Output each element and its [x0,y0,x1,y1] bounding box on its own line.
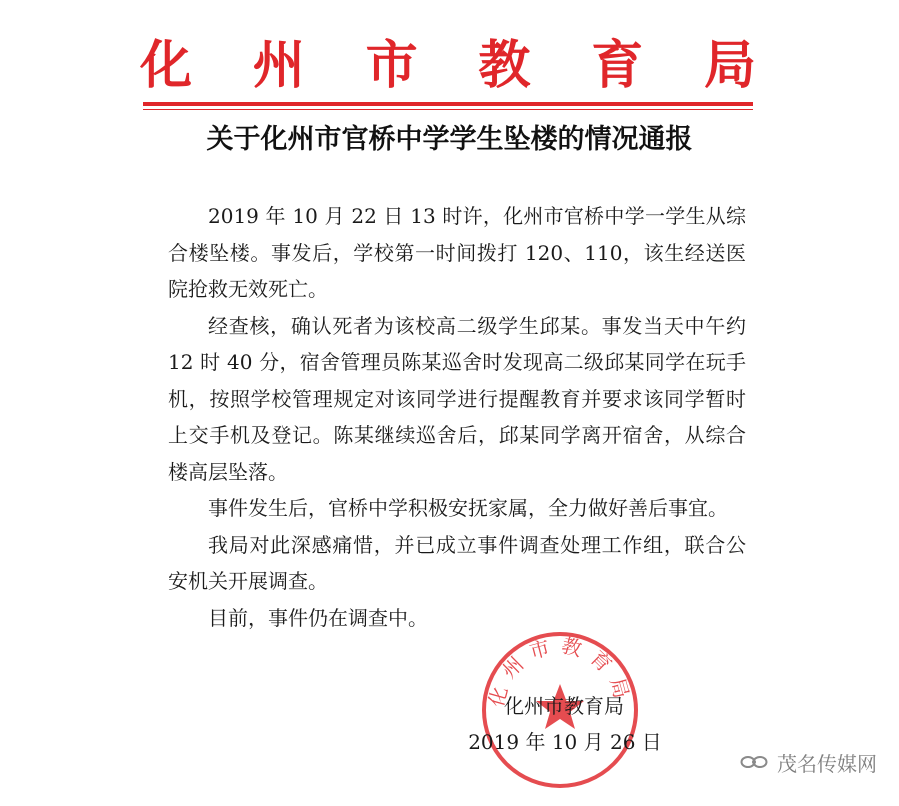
masthead-title [140,36,756,96]
seal-text: 化州市教育局 [483,632,637,710]
watermark-text: 茂名传媒网 [777,751,877,776]
masthead-char: 局 [703,36,756,96]
body-paragraph: 经查核，确认死者为该校高二级学生邱某。事发当天中午约 12 时 40 分，宿舍管理员陈某巡舍时发现高二级邱某同学在玩手机，按照学校管理规定对该同学进行提醒教育并要求该同学暂时上交手机及登记。陈某继续巡舍后，邱某同学离开宿舍，从综合楼高层坠落。 [168,313,746,484]
masthead-char: 州 [252,36,305,96]
watermark [739,746,877,778]
body-paragraph: 目前，事件仍在调查中。 [208,605,428,630]
masthead-char: 化 [140,36,193,96]
signature-date: 2019 年 10 月 26 日 [468,730,662,754]
wechat-channel-icon [739,749,769,775]
signature-org: 化州市教育局 [504,694,624,718]
document-title: 关于化州市官桥中学学生坠楼的情况通报 [206,124,693,155]
document-body [168,198,746,636]
masthead-divider-thick [143,102,753,106]
body-paragraph: 2019 年 10 月 22 日 13 时许，化州市官桥中学一学生从综合楼坠楼。事发后，学校第一时间拨打 120、110，该生经送医院抢救无效死亡。 [168,204,746,301]
body-paragraph: 事件发生后，官桥中学积极安抚家属，全力做好善后事宜。 [208,496,728,520]
masthead-char: 教 [478,36,531,96]
body-paragraph: 我局对此深感痛惜，并已成立事件调查处理工作组，联合公安机关开展调查。 [168,532,746,593]
masthead-char: 市 [365,36,418,96]
masthead-char: 育 [591,36,644,96]
masthead-divider-thin [143,109,753,110]
